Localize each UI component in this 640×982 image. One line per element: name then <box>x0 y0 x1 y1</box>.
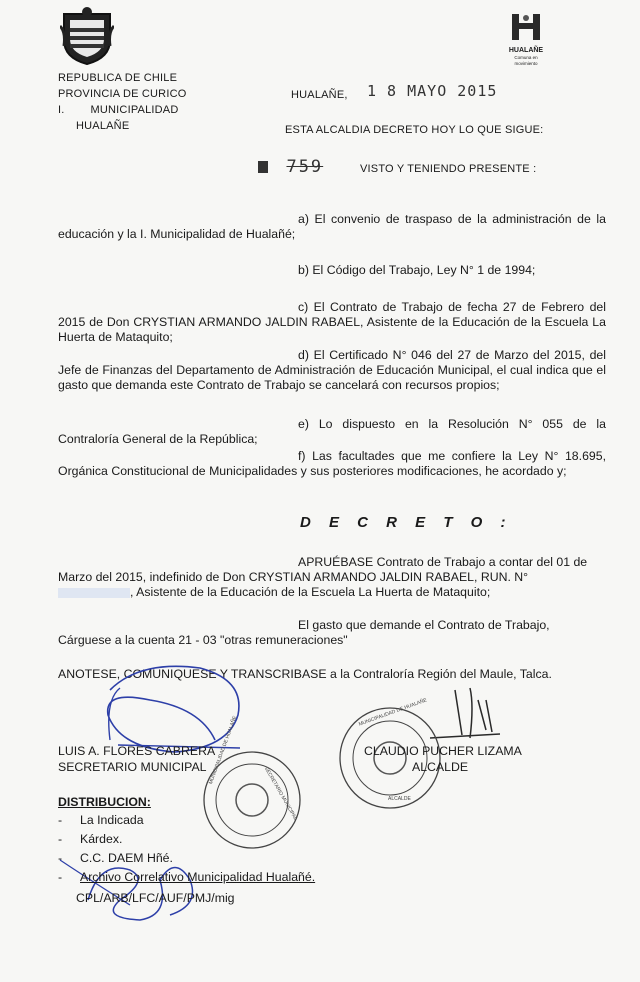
logo-name: HUALAÑE <box>508 47 544 54</box>
right-signatory <box>364 743 522 775</box>
intro-line: ESTA ALCALDIA DECRETO HOY LO QUE SIGUE: <box>285 124 544 136</box>
stamp-mark <box>258 161 268 173</box>
coat-of-arms-logo <box>60 6 114 66</box>
left-signatory-title: SECRETARIO MUNICIPAL <box>58 760 207 774</box>
decreto-heading: D E C R E T O : <box>300 514 513 531</box>
consideration-c: c) El Contrato de Trabajo de fecha 27 de Febrero del 2015 de Don CRYSTIAN ARMANDO JALDIN RABAEL, Asistente de la Educación de la Escuela La Huerta de Mataquito; <box>58 300 606 344</box>
gasto-paragraph: El gasto que demande el Contrato de Trabajo, Cárguese a la cuenta 21 - 03 "otras remuneraciones" <box>58 618 550 647</box>
province-line: PROVINCIA DE CURICO <box>58 88 187 100</box>
consideration-e: e) Lo dispuesto en la Resolución N° 055 de la Contraloría General de la República; <box>58 417 606 446</box>
consideration-a: a) El convenio de traspaso de la administración de la educación y la I. Municipalidad de Hualañé; <box>58 212 606 241</box>
place-label: HUALAÑE, <box>291 89 348 101</box>
consideration-d: d) El Certificado N° 046 del 27 de Marzo del 2015, del Jefe de Finanzas del Departamento de Administración de Educación Municipal, el cual indica que el gasto que demanda este Contrato de Trabajo se cancelará con recursos propios; <box>58 348 606 392</box>
anotese-line: ANOTESE, COMUNIQUESE Y TRANSCRIBASE a la Contraloría Región del Maule, Talca. <box>58 667 552 681</box>
header-left <box>58 70 187 134</box>
distribution-item: - La Indicada <box>56 813 315 832</box>
consideration-b: b) El Código del Trabajo, Ley N° 1 de 1994; <box>298 263 536 277</box>
apruebase-paragraph: APRUÉBASE Contrato de Trabajo a contar del 01 de Marzo del 2015, indefinido de Don CRYSTIAN ARMANDO JALDIN RABAEL, RUN. N° , Asistente de la Educación de la Escuela La Huerta de Mataquito; <box>58 555 588 599</box>
muni-line: I. MUNICIPALIDAD <box>58 104 179 116</box>
consideration-f: f) Las facultades que me confiere la Ley N° 18.695, Orgánica Constitucional de Municipalidades y sus posteriores modificaciones, he acordado y; <box>58 449 606 478</box>
decree-number: 759 <box>286 157 324 177</box>
stamp-right-text2: ALCALDE <box>388 796 411 802</box>
initials-line: CPL/ARB/LFC/AUF/PMJ/mig <box>76 891 235 905</box>
stamp-left-text2: SECRETARIO MUNICIPAL <box>262 766 299 822</box>
hualane-logo <box>504 12 548 66</box>
right-signatory-name: CLAUDIO PUCHER LIZAMA <box>364 744 522 758</box>
country-line: REPUBLICA DE CHILE <box>58 72 178 84</box>
stamp-left-text: MUNICIPALIDAD DE HUALAÑE <box>208 715 239 786</box>
city-line: HUALAÑE <box>76 120 130 132</box>
distribution-item: - Kárdex. <box>56 832 315 851</box>
distribution-heading: DISTRIBUCION: <box>58 795 151 809</box>
left-signatory <box>58 743 215 775</box>
left-signatory-name: LUIS A. FLORES CABRERA <box>58 744 216 758</box>
date-stamp: 1 8 MAYO 2015 <box>367 82 498 100</box>
distribution-list <box>56 813 315 889</box>
decree-number-row <box>258 157 323 177</box>
right-signatory-title: ALCALDE <box>412 760 469 774</box>
preamble: VISTO Y TENIENDO PRESENTE : <box>360 163 537 175</box>
logo-tagline: Comuna en movimiento <box>514 55 538 66</box>
distribution-item: - Archivo Correlativo Municipalidad Hualañé. <box>56 870 315 889</box>
stamp-right-text: MUNICIPALIDAD DE HUALAÑE <box>358 697 428 728</box>
distribution-item: - C.C. DAEM Hñé. <box>56 851 315 870</box>
redacted-run <box>58 588 130 598</box>
